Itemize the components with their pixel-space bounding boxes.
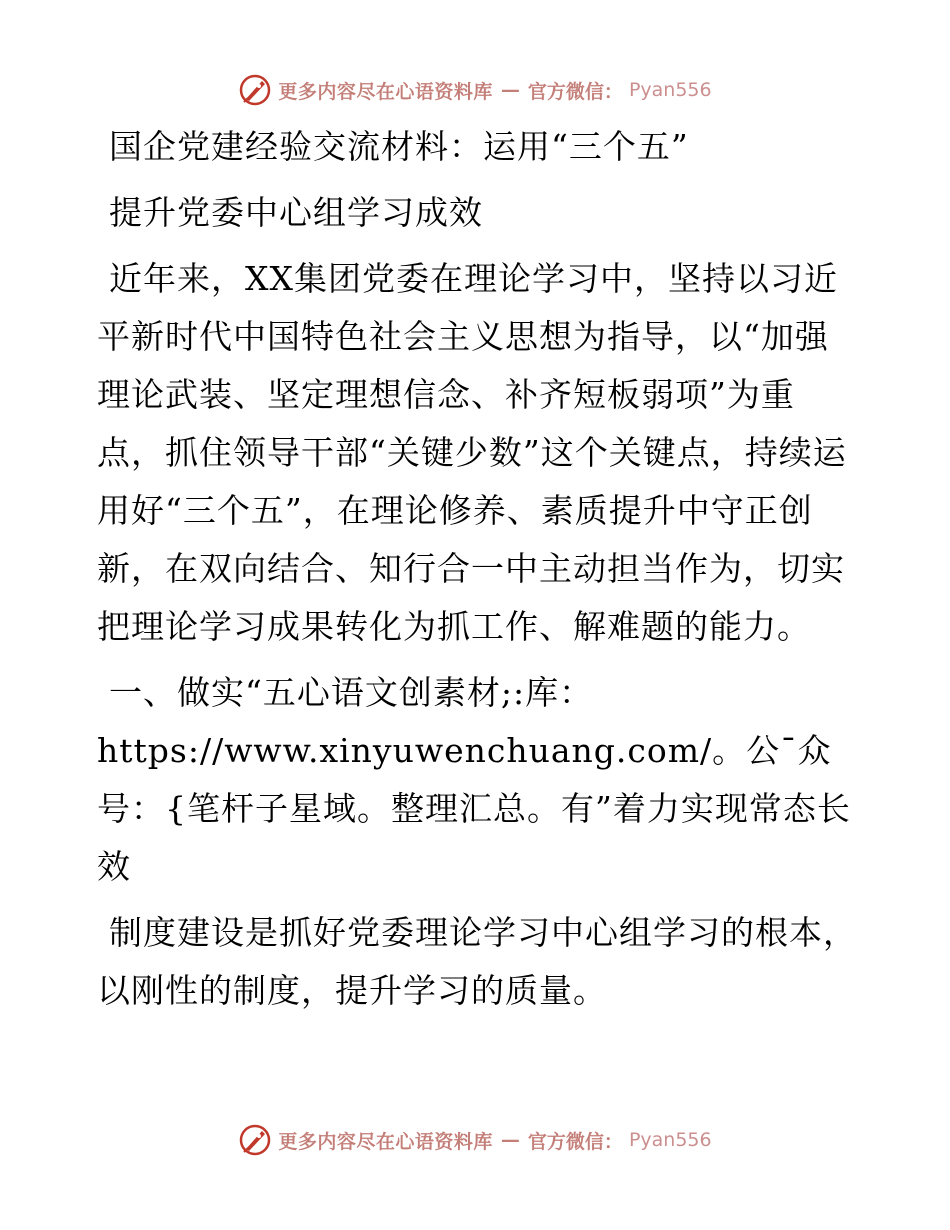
- banner-site-text: 更多内容尽在心语资料库: [278, 1130, 493, 1153]
- banner-separator: —: [500, 1129, 520, 1151]
- header-watermark-banner: [0, 70, 950, 110]
- banner-wechat-label: 官方微信：: [527, 1130, 623, 1153]
- banner-wechat-label: 官方微信：: [527, 80, 623, 103]
- section-1-heading: 一、做实“五心语文创素材;:库：https://www.xinyuwenchuang.com/。公¯众号：{笔杆子星域。整理汇总。有”着力实现常态长效: [97, 673, 851, 886]
- banner-separator: —: [500, 79, 520, 101]
- document-title-line-1: 国企党建经验交流材料：运用“三个五”: [109, 127, 689, 166]
- footer-watermark-banner: [0, 1120, 950, 1160]
- banner-wechat-id: Pyan556: [628, 79, 712, 101]
- document-body: [97, 118, 857, 1028]
- banner-wechat-id: Pyan556: [628, 1129, 712, 1151]
- quill-pen-logo-icon: [238, 73, 272, 107]
- quill-pen-logo-icon: [238, 1123, 272, 1157]
- section-1-body: 制度建设是抓好党委理论学习中心组学习的根本，以刚性的制度，提升学习的质量。: [97, 913, 857, 1010]
- document-title-line-2: 提升党委中心组学习成效: [109, 193, 483, 232]
- intro-paragraph: 近年来，XX集团党委在理论学习中，坚持以习近平新时代中国特色社会主义思想为指导，以“加强理论武装、坚定理想信念、补齐短板弱项”为重点，抓住领导干部“关键少数”这个关键点，持续运用好“三个五”，在理论修养、素质提升中守正创新，在双向结合、知行合一中主动担当作为，切实把理论学习成果转化为抓工作、解难题的能力。: [97, 259, 847, 646]
- banner-site-text: 更多内容尽在心语资料库: [278, 80, 493, 103]
